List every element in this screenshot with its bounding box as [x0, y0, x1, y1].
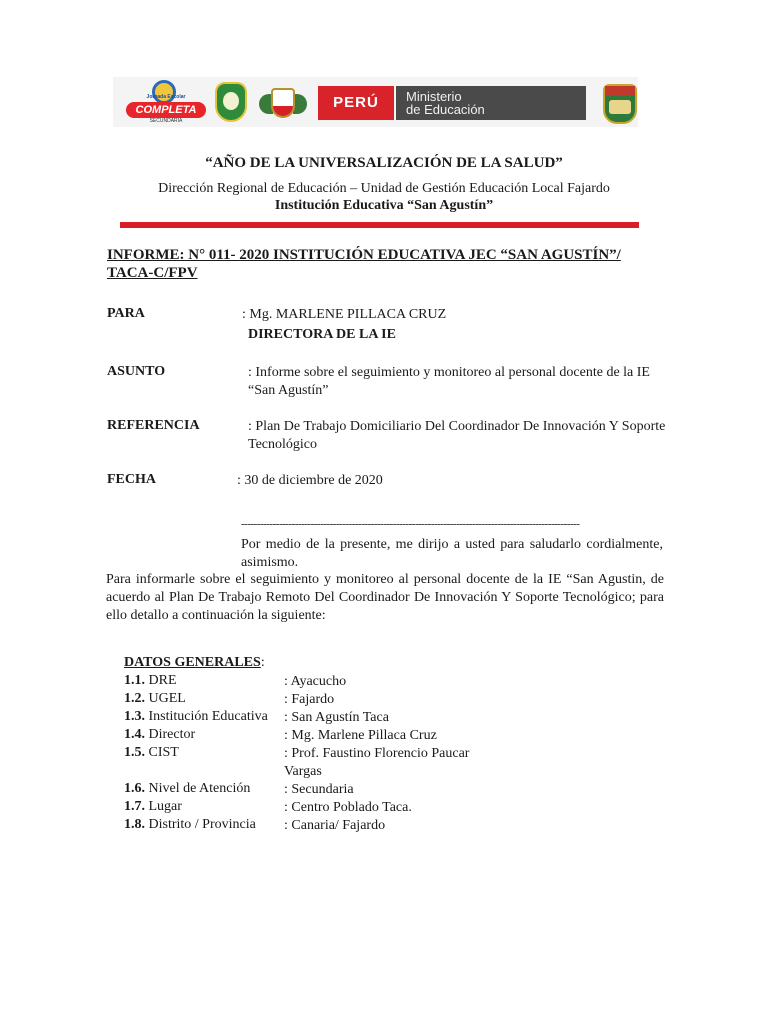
greeting-paragraph: Por medio de la presente, me dirijo a usted para saludarlo cordialmente, asimismo.	[241, 537, 663, 570]
peru-logo: PERÚ	[318, 86, 394, 120]
datos-row-label	[124, 727, 195, 743]
asunto-value: : Informe sobre el seguimiento y monitoreo al personal docente de la IE “San Agustín”	[248, 365, 650, 398]
datos-title-suffix: :	[260, 655, 265, 670]
datos-row-value: : Canaria/ Fajardo	[284, 818, 386, 833]
informe-line1: INFORME: N° 011- 2020 INSTITUCIÓN EDUCATIVA JEC “SAN AGUSTÍN”/	[107, 247, 621, 263]
datos-row-value: : Mg. Marlene Pillaca Cruz	[284, 728, 437, 743]
datos-row-number: 1.6.	[124, 781, 145, 796]
datos-row-label-text: Director	[148, 727, 196, 742]
datos-row-value: : Fajardo	[284, 692, 335, 707]
referencia-label: REFERENCIA	[107, 418, 200, 433]
datos-row-number: 1.3.	[124, 709, 145, 724]
datos-row-label-text: CIST	[148, 745, 179, 760]
referencia-value: : Plan De Trabajo Domiciliario Del Coordinador De Innovación Y Soporte Tecnológico	[248, 419, 666, 452]
datos-row-number: 1.2.	[124, 691, 145, 706]
ministerio-logo	[396, 86, 586, 120]
school-crest-logo	[215, 82, 247, 122]
intro-paragraph: Para informarle sobre el seguimiento y monitoreo al personal docente de la IE “San Agustin, de acuerdo al Plan De Trabajo Remoto Del Coordinador De Innovación Y Soporte Tecnológico; para ello detallo a continuación la siguiente:	[106, 572, 664, 623]
datos-row-value: : Prof. Faustino Florencio Paucar Vargas	[284, 746, 470, 779]
regional-crest-logo	[603, 84, 637, 124]
para-label: PARA	[107, 306, 145, 321]
jornada-bottom-text: SECUNDARIA	[149, 118, 183, 124]
datos-row-number: 1.8.	[124, 817, 145, 832]
datos-row-value: : Ayacucho	[284, 674, 347, 689]
datos-row-label	[124, 799, 182, 815]
datos-row-label	[124, 673, 177, 689]
datos-row-label-text: Institución Educativa	[148, 709, 268, 724]
fecha-label: FECHA	[107, 472, 156, 487]
jornada-band-text: COMPLETA	[126, 102, 206, 118]
institucion-line: Institución Educativa “San Agustín”	[274, 198, 494, 213]
datos-row-label-text: DRE	[148, 673, 177, 688]
separator-dashes: -----------------------------------------------------------------------------------------------------------	[241, 518, 580, 530]
datos-row-label	[124, 745, 179, 761]
datos-generales-title	[124, 655, 265, 671]
ministerio-line2: de Educación	[406, 102, 485, 117]
asunto-label: ASUNTO	[107, 364, 166, 379]
datos-row-value: : Centro Poblado Taca.	[284, 800, 412, 815]
para-role: DIRECTORA DE LA IE	[248, 327, 396, 342]
datos-row-number: 1.1.	[124, 673, 145, 688]
ministerio-line1: Ministerio	[406, 89, 462, 104]
direccion-line: Dirección Regional de Educación – Unidad de Gestión Educación Local Fajardo	[158, 181, 610, 196]
jornada-escolar-logo	[126, 80, 206, 124]
datos-row-value: : San Agustín Taca	[284, 710, 389, 725]
datos-row-label	[124, 781, 250, 797]
informe-line2: TACA-C/FPV	[107, 265, 198, 281]
fecha-value: : 30 de diciembre de 2020	[237, 473, 383, 488]
jornada-top-text: Jornada Escolar	[146, 94, 186, 100]
clock-icon	[152, 80, 176, 104]
datos-title-text: DATOS GENERALES	[124, 655, 261, 670]
datos-row-label-text: Distrito / Provincia	[148, 817, 256, 832]
informe-heading	[107, 246, 647, 282]
datos-row-label	[124, 817, 256, 833]
year-title: “AÑO DE LA UNIVERSALIZACIÓN DE LA SALUD”	[205, 155, 563, 171]
datos-row-label	[124, 691, 186, 707]
para-value: : Mg. MARLENE PILLACA CRUZ	[242, 307, 447, 322]
datos-row-label-text: Nivel de Atención	[148, 781, 251, 796]
datos-row-number: 1.7.	[124, 799, 145, 814]
datos-row-label-text: Lugar	[148, 799, 182, 814]
national-coat-of-arms-logo	[259, 84, 307, 122]
datos-row-value: : Secundaria	[284, 782, 354, 797]
header-divider	[120, 222, 639, 228]
datos-row-label-text: UGEL	[148, 691, 186, 706]
datos-row-number: 1.4.	[124, 727, 145, 742]
datos-row-label	[124, 709, 268, 725]
datos-row-number: 1.5.	[124, 745, 145, 760]
